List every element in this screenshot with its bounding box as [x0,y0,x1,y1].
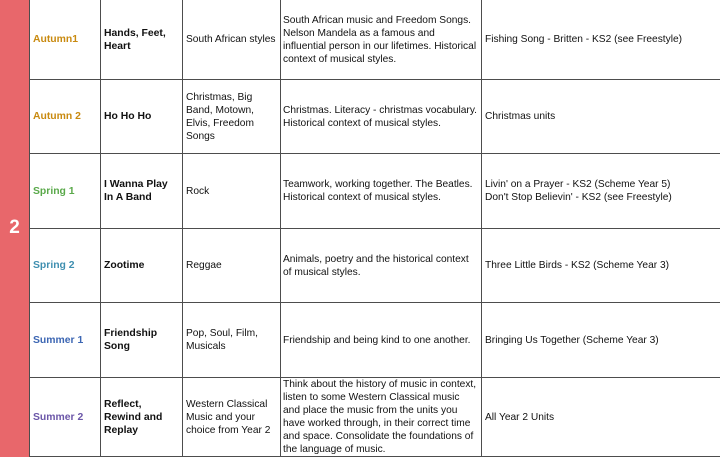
term-cell: Summer 1 [30,303,101,378]
year-number: 2 [9,217,20,238]
unit-title-cell: Zootime [101,229,183,303]
term-cell: Summer 2 [30,378,101,457]
description-cell: Animals, poetry and the historical context of musical styles. [281,229,482,303]
term-cell: Autumn1 [30,0,101,80]
unit-title-cell: Reflect, Rewind and Replay [101,378,183,457]
table-row [30,229,720,303]
description-cell: Teamwork, working together. The Beatles. Historical context of musical styles. [281,154,482,229]
table-row [30,303,720,378]
term-cell: Autumn 2 [30,80,101,154]
resources-cell: Bringing Us Together (Scheme Year 3) [482,303,720,378]
unit-title-cell: I Wanna Play In A Band [101,154,183,229]
unit-title-cell: Hands, Feet, Heart [101,0,183,80]
description-cell: Think about the history of music in context, listen to some Western Classical music and place the music from the units you have worked through, in their correct time and space. Consolidate the foundations of the language of music. [281,378,482,457]
description-cell: Friendship and being kind to one another. [281,303,482,378]
description-cell: Christmas. Literacy - christmas vocabulary. Historical context of musical styles. [281,80,482,154]
resources-cell: Three Little Birds - KS2 (Scheme Year 3) [482,229,720,303]
table-row [30,378,720,457]
term-cell: Spring 2 [30,229,101,303]
term-cell: Spring 1 [30,154,101,229]
style-cell: South African styles [183,0,281,80]
style-cell: Christmas, Big Band, Motown, Elvis, Freedom Songs [183,80,281,154]
resources-cell: Christmas units [482,80,720,154]
unit-title-cell: Ho Ho Ho [101,80,183,154]
style-cell: Rock [183,154,281,229]
style-cell: Pop, Soul, Film, Musicals [183,303,281,378]
unit-title-cell: Friendship Song [101,303,183,378]
style-cell: Reggae [183,229,281,303]
resources-cell: Fishing Song - Britten - KS2 (see Freestyle) [482,0,720,80]
year-band [0,0,29,457]
curriculum-table [29,0,720,457]
table-row [30,154,720,229]
style-cell: Western Classical Music and your choice from Year 2 [183,378,281,457]
description-cell: South African music and Freedom Songs. Nelson Mandela as a famous and influential person in our lifetimes. Historical context of musical styles. [281,0,482,80]
resources-cell: All Year 2 Units [482,378,720,457]
table-row [30,0,720,80]
table-row [30,80,720,154]
resources-cell: Livin' on a Prayer - KS2 (Scheme Year 5) Don't Stop Believin' - KS2 (see Freestyle) [482,154,720,229]
